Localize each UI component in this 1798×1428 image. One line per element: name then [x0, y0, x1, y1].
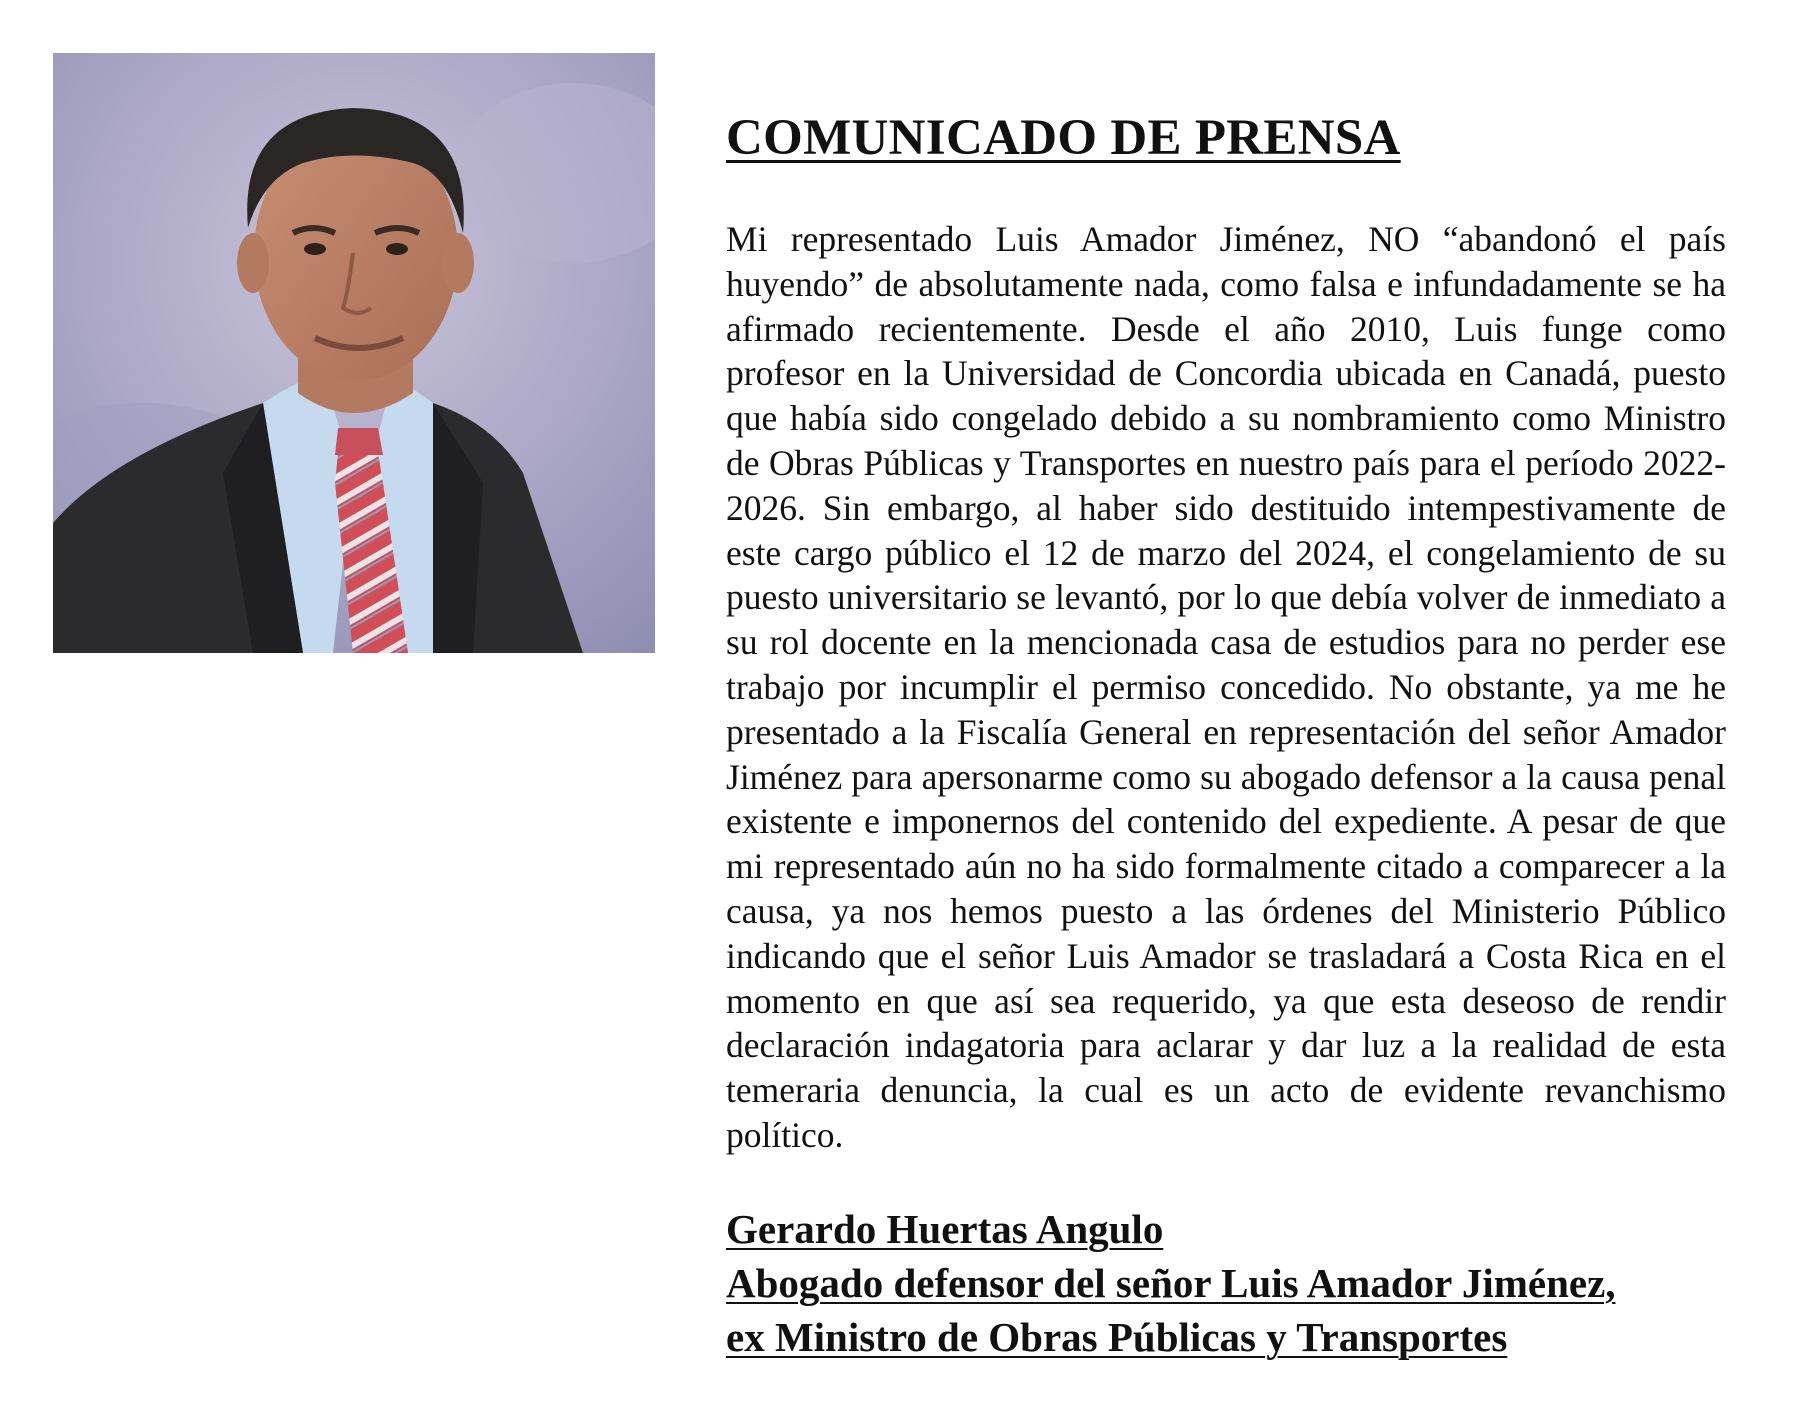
portrait-photo — [53, 53, 655, 653]
signer-role-line-1: Abogado defensor del señor Luis Amador Jiménez, — [726, 1259, 1616, 1306]
portrait-icon — [53, 53, 655, 653]
press-release — [726, 108, 1726, 1364]
signature-block — [726, 1202, 1726, 1364]
statement-paragraph: Mi representado Luis Amador Jiménez, NO “abandonó el país huyendo” de absolutamente nada, como falsa e infundadamente se ha afirmado recientemente. Desde el año 2010, Luis funge como profesor en la Universidad de Concordia ubicada en Canadá, puesto que había sido congelado debido a su nombramiento como Ministro de Obras Públicas y Transportes en nuestro país para el período 2022-2026. Sin embargo, al haber sido destituido intempestivamente de este cargo público el 12 de marzo del 2024, el congelamiento de su puesto universitario se levantó, por lo que debía volver de inmediato a su rol docente en la mencionada casa de estudios para no perder ese trabajo por incumplir el permiso concedido. No obstante, ya me he presentado a la Fiscalía General en representación del señor Amador Jiménez para apersonarme como su abogado defensor a la causa penal existente e imponernos del contenido del expediente. A pesar de que mi representado aún no ha sido formalmente citado a comparecer a la causa, ya nos hemos puesto a las órdenes del Ministerio Público indicando que el señor Luis Amador se trasladará a Costa Rica en el momento en que así sea requerido, ya que esta deseoso de rendir declaración indagatoria para aclarar y dar luz a la realidad de esta temeraria denuncia, la cual es un acto de evidente revanchismo político. — [726, 219, 1726, 1155]
page-title: COMUNICADO DE PRENSA — [726, 110, 1401, 166]
signer-role-line-2: ex Ministro de Obras Públicas y Transportes — [726, 1313, 1508, 1360]
signer-name: Gerardo Huertas Angulo — [726, 1205, 1164, 1252]
